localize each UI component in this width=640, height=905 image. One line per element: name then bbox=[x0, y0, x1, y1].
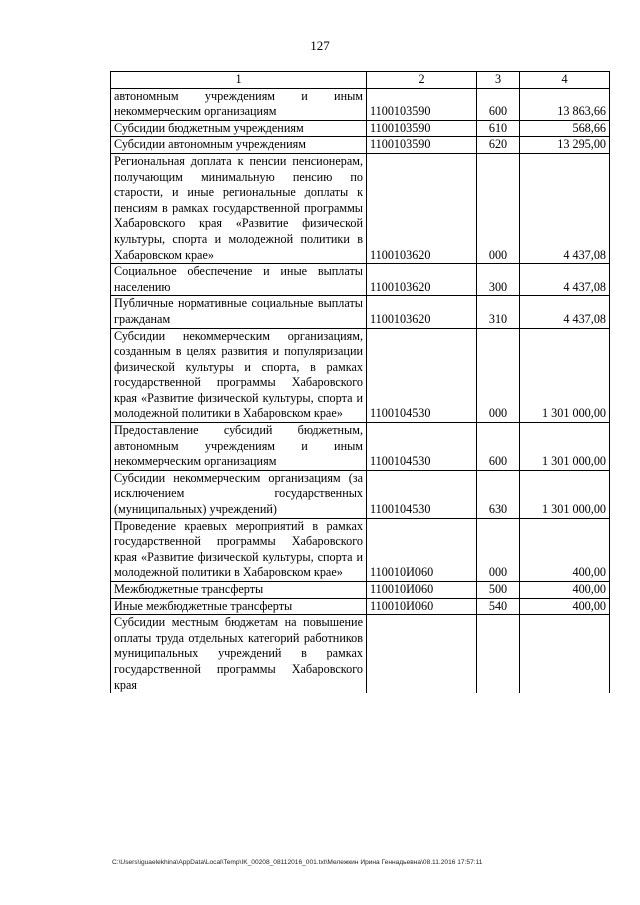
row-target-code: 1100103620 bbox=[367, 153, 477, 263]
table-row bbox=[111, 518, 610, 581]
row-target-code: 1100103620 bbox=[367, 296, 477, 328]
table-row bbox=[111, 470, 610, 518]
row-description: Субсидии местным бюджетам на повышение оплаты труда отдельных категорий работников муниципальных учреждений в рамках государственной программы Хабаровского края bbox=[111, 615, 367, 693]
row-description: Региональная доплата к пенсии пенсионерам, получающим минимальную пенсию по старости, и иные региональные доплаты к пенсиям в рамках государственной программы Хабаровского края «Развитие физической культуры, спорта и молодежной политики в Хабаровском крае» bbox=[111, 153, 367, 263]
table-row bbox=[111, 598, 610, 615]
row-amount: 400,00 bbox=[520, 598, 610, 615]
footer-file-path: C:\Users\iguaelekhina\AppData\Local\Temp\IK_00208_08112016_001.txt\Мележкин Ирина Геннадьевна\08.11.2016 17:57:11 bbox=[112, 859, 483, 866]
column-header: 3 bbox=[477, 72, 520, 89]
column-header: 1 bbox=[111, 72, 367, 89]
row-amount: 1 301 000,00 bbox=[520, 328, 610, 423]
row-target-code: 1100104530 bbox=[367, 423, 477, 471]
row-target-code: 1100104530 bbox=[367, 328, 477, 423]
table-row bbox=[111, 153, 610, 263]
row-expense-type: 000 bbox=[477, 328, 520, 423]
row-target-code: 1100103590 bbox=[367, 120, 477, 137]
row-amount: 4 437,08 bbox=[520, 153, 610, 263]
row-target-code bbox=[367, 615, 477, 693]
row-description: Субсидии автономным учреждениям bbox=[111, 137, 367, 154]
row-target-code: 110010И060 bbox=[367, 518, 477, 581]
table-row bbox=[111, 264, 610, 296]
row-description: Субсидии некоммерческим организациям, созданным в целях развития и популяризации физической культуры и спорта, в рамках государственной программы Хабаровского края «Развитие физической культуры, спорта и молодежной политики в Хабаровском крае» bbox=[111, 328, 367, 423]
row-description: Субсидии некоммерческим организациям (за исключением государственных (муниципальных) учреждений) bbox=[111, 470, 367, 518]
row-amount: 4 437,08 bbox=[520, 264, 610, 296]
row-expense-type: 000 bbox=[477, 518, 520, 581]
row-amount: 1 301 000,00 bbox=[520, 423, 610, 471]
row-amount: 400,00 bbox=[520, 582, 610, 599]
row-expense-type: 000 bbox=[477, 153, 520, 263]
row-amount: 400,00 bbox=[520, 518, 610, 581]
row-expense-type bbox=[477, 615, 520, 693]
row-description: Иные межбюджетные трансферты bbox=[111, 598, 367, 615]
table-row bbox=[111, 137, 610, 154]
row-amount: 4 437,08 bbox=[520, 296, 610, 328]
row-description: Проведение краевых мероприятий в рамках государственной программы Хабаровского края «Развитие физической культуры, спорта и молодежной политики в Хабаровском крае» bbox=[111, 518, 367, 581]
row-description: Социальное обеспечение и иные выплаты населению bbox=[111, 264, 367, 296]
row-expense-type: 610 bbox=[477, 120, 520, 137]
row-expense-type: 310 bbox=[477, 296, 520, 328]
row-amount: 568,66 bbox=[520, 120, 610, 137]
table-header-row bbox=[111, 72, 610, 89]
table-row bbox=[111, 328, 610, 423]
row-expense-type: 300 bbox=[477, 264, 520, 296]
row-target-code: 1100103590 bbox=[367, 137, 477, 154]
row-amount: 13 863,66 bbox=[520, 88, 610, 120]
table-row bbox=[111, 88, 610, 120]
table-row bbox=[111, 120, 610, 137]
row-expense-type: 500 bbox=[477, 582, 520, 599]
table-row bbox=[111, 423, 610, 471]
column-header: 2 bbox=[367, 72, 477, 89]
row-description: Субсидии бюджетным учреждениям bbox=[111, 120, 367, 137]
row-description: Публичные нормативные социальные выплаты гражданам bbox=[111, 296, 367, 328]
row-target-code: 1100104530 bbox=[367, 470, 477, 518]
row-description: Межбюджетные трансферты bbox=[111, 582, 367, 599]
row-description: автономным учреждениям и иным некоммерческим организациям bbox=[111, 88, 367, 120]
row-amount bbox=[520, 615, 610, 693]
row-amount: 13 295,00 bbox=[520, 137, 610, 154]
row-target-code: 1100103620 bbox=[367, 264, 477, 296]
budget-table bbox=[110, 71, 610, 693]
row-expense-type: 600 bbox=[477, 423, 520, 471]
row-expense-type: 630 bbox=[477, 470, 520, 518]
row-target-code: 110010И060 bbox=[367, 598, 477, 615]
page-number: 127 bbox=[310, 38, 330, 53]
table-row bbox=[111, 296, 610, 328]
row-expense-type: 600 bbox=[477, 88, 520, 120]
table-row bbox=[111, 615, 610, 693]
row-target-code: 110010И060 bbox=[367, 582, 477, 599]
row-target-code: 1100103590 bbox=[367, 88, 477, 120]
row-expense-type: 620 bbox=[477, 137, 520, 154]
column-header: 4 bbox=[520, 72, 610, 89]
row-expense-type: 540 bbox=[477, 598, 520, 615]
table-row bbox=[111, 582, 610, 599]
row-amount: 1 301 000,00 bbox=[520, 470, 610, 518]
row-description: Предоставление субсидий бюджетным, автономным учреждениям и иным некоммерческим организациям bbox=[111, 423, 367, 471]
